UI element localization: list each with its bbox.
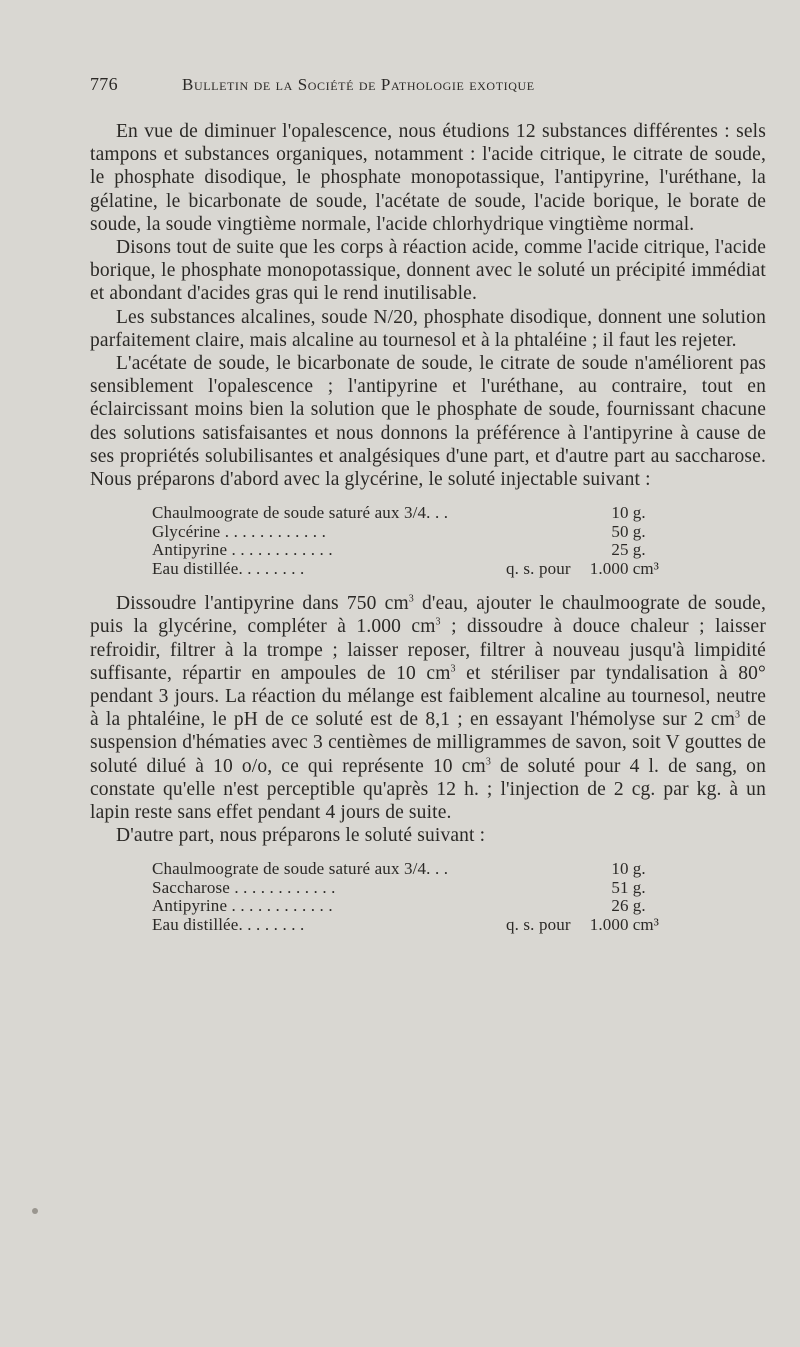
recipe-qs (491, 523, 589, 542)
recipe-unit: g. (632, 521, 646, 541)
recipe-value: 50 (611, 521, 629, 541)
paragraph-5 (90, 592, 766, 824)
recipe-row (152, 504, 692, 523)
recipe-unit: g. (632, 859, 646, 879)
recipe-row (152, 523, 692, 542)
recipe-item: Chaulmoograte de soude saturé aux 3/4. . . (152, 503, 449, 523)
recipe-table-2 (152, 860, 692, 934)
recipe-item: Glycérine . . . . . . . . . . . . (152, 521, 326, 541)
recipe-item: Chaulmoograte de soude saturé aux 3/4. . . (152, 859, 449, 879)
recipe-unit: cm³ (632, 558, 660, 578)
recipe-value: 25 (611, 540, 629, 560)
paragraph-3: Les substances alcalines, soude N/20, phosphate disodique, donnent une solution parfaitement claire, mais alcaline au tournesol et à la phtaléine ; il faut les rejeter. (90, 306, 766, 351)
recipe-value: 26 (611, 896, 629, 916)
superscript-3: 3 (408, 593, 414, 605)
recipe-item: Antipyrine . . . . . . . . . . . . (152, 896, 333, 916)
margin-speck (32, 1208, 38, 1214)
recipe-item: Antipyrine . . . . . . . . . . . . (152, 540, 333, 560)
recipe-row (152, 560, 692, 579)
paragraph-4: L'acétate de soude, le bicarbonate de soude, le citrate de soude n'améliorent pas sensiblement l'opalescence ; l'antipyrine et l'uréthane, au contraire, tout en éclaircissant moins bien la solution que le phosphate de soude, fournissant chacune des solutions satisfaisantes et nous donnons la préférence à l'antipyrine à cause de ses propriétés solubilisantes et analgésiques d'une part, et d'autre part au saccharose. Nous préparons d'abord avec la glycérine, le soluté injectable suivant : (90, 353, 766, 491)
recipe-item: Eau distillée. . . . . . . . (152, 914, 305, 934)
journal-title: Bulletin de la Société de Pathologie exotique (182, 75, 535, 94)
recipe-qs (491, 860, 589, 879)
paragraph-1: En vue de diminuer l'opalescence, nous étudions 12 substances différentes : sels tampons et substances organiques, notamment : l'acide citrique, le citrate de soude, le phosphate disodique, le phosphate monopotassique, l'antipyrine, l'uréthane, la gélatine, le bicarbonate de soude, l'acétate de soude, l'acide borique, le borate de soude, la soude vingtième normale, l'acide chlorhydrique vingtième normal. (90, 121, 766, 235)
recipe-row (152, 879, 692, 898)
paragraph-5-part: d'eau, ajouter le chaulmoograte de soude, puis la glycérine, compléter à 1.000 cm (90, 593, 766, 638)
recipe-row (152, 541, 692, 560)
recipe-qs: q. s. pour (505, 914, 571, 934)
superscript-3: 3 (485, 756, 491, 768)
recipe-table-1 (152, 504, 692, 578)
recipe-value: 10 (611, 503, 629, 523)
paragraph-5-part: Dissoudre l'antipyrine dans 750 cm (116, 593, 409, 615)
recipe-qs (491, 541, 589, 560)
page-number: 776 (90, 74, 118, 94)
recipe-value: 1.000 (589, 558, 629, 578)
body-text (90, 120, 766, 948)
paragraph-5-part: et stériliser par tyndalisation à 80° pendant 3 jours. La réaction du mélange est faiblement alcaline au tournesol, neutre à la phtaléine, le pH de ce soluté est de 8,1 ; en essayant l'hémolyse sur 2 cm (90, 662, 766, 731)
recipe-value: 10 (611, 859, 629, 879)
recipe-value: 51 (611, 877, 629, 897)
paragraph-5-part: de soluté pour 4 l. de sang, on constate qu'elle n'est perceptible qu'après 12 h. ; l'injection de 2 cg. par kg. à un lapin reste sans effet pendant 4 jours de suite. (90, 755, 766, 824)
paragraph-5-part: de suspension d'hématies avec 3 centièmes de milligrammes de savon, soit V gouttes de soluté dilué à 10 o/o, ce qui représente 10 cm (90, 709, 766, 777)
paragraph-6: D'autre part, nous préparons le soluté suivant : (116, 825, 486, 847)
recipe-row (152, 897, 692, 916)
recipe-item: Eau distillée. . . . . . . . (152, 558, 305, 578)
recipe-qs (491, 504, 589, 523)
recipe-row (152, 860, 692, 879)
recipe-item: Saccharose . . . . . . . . . . . . (152, 877, 336, 897)
recipe-value: 1.000 (589, 914, 629, 934)
recipe-unit: g. (632, 503, 646, 523)
recipe-qs (491, 879, 589, 898)
running-header (90, 74, 750, 95)
paragraph-5-part: ; dissoudre à douce chaleur ; laisser refroidir, filtrer à la trompe ; laisser reposer, filtrer à nouveau jusqu'à limpidité suffisante, répartir en ampoules de 10 cm (90, 616, 766, 684)
recipe-unit: cm³ (632, 914, 660, 934)
recipe-qs (491, 897, 589, 916)
superscript-3: 3 (450, 663, 456, 675)
superscript-3: 3 (435, 616, 441, 628)
recipe-unit: g. (632, 540, 646, 560)
recipe-unit: g. (632, 877, 646, 897)
recipe-unit: g. (632, 896, 646, 916)
recipe-qs: q. s. pour (505, 558, 571, 578)
recipe-row (152, 916, 692, 935)
superscript-3: 3 (735, 709, 741, 721)
paragraph-2: Disons tout de suite que les corps à réaction acide, comme l'acide citrique, l'acide borique, le phosphate monopotassique, donnent avec le soluté un précipité immédiat et abondant d'acides gras qui le rend inutilisable. (90, 237, 766, 305)
